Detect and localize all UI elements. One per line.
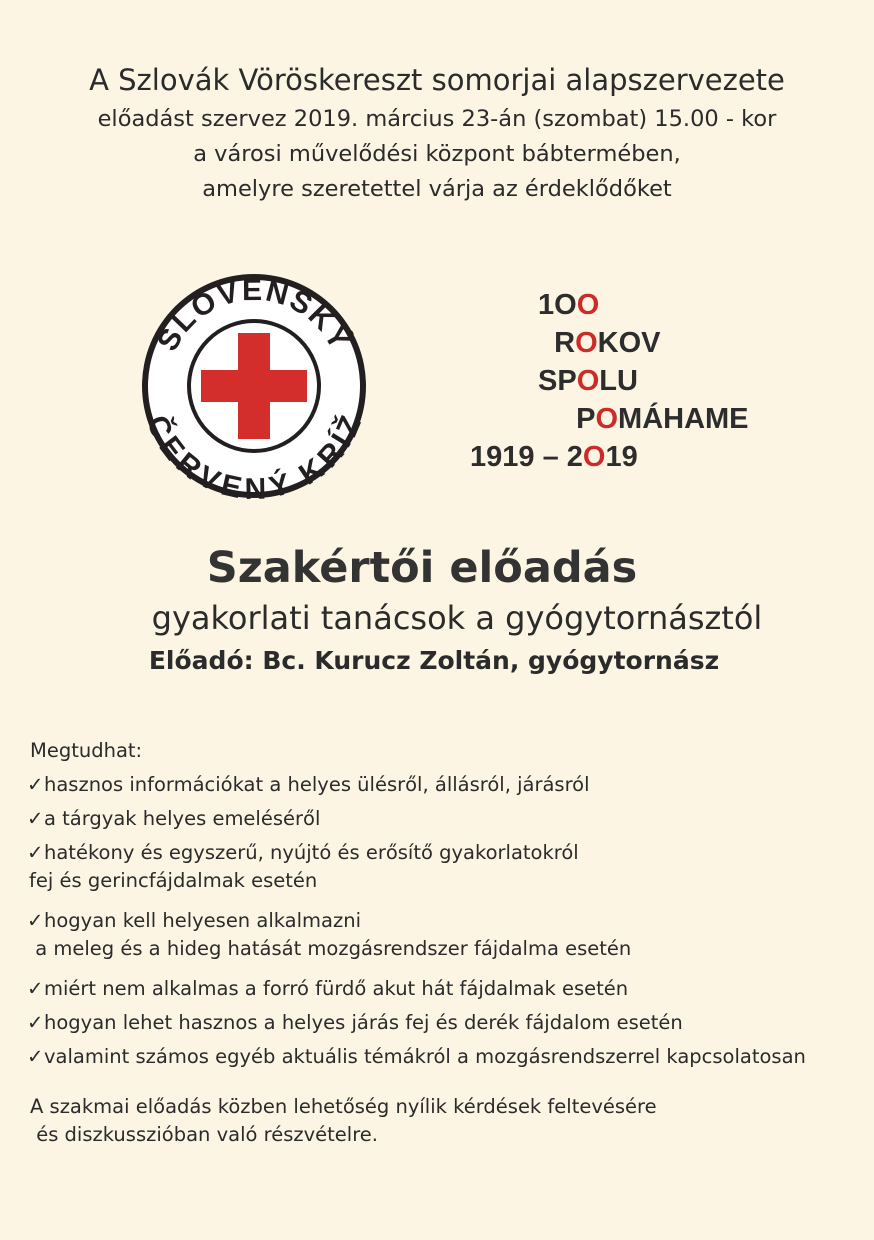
list-item bbox=[27, 975, 867, 1003]
lecture-title-block bbox=[0, 540, 874, 680]
checkmark-icon: ✓ bbox=[27, 773, 44, 796]
checkmark-icon: ✓ bbox=[27, 909, 44, 932]
topics-list bbox=[27, 771, 867, 1071]
slogan-line bbox=[470, 400, 749, 438]
slogan-line bbox=[470, 286, 749, 324]
list-item bbox=[27, 1009, 867, 1037]
slogan-text: 1O bbox=[538, 289, 577, 321]
lecture-title: Szakértői előadás bbox=[206, 543, 638, 593]
lecture-content bbox=[27, 737, 867, 1149]
checkmark-icon: ✓ bbox=[27, 1011, 44, 1034]
event-location-line: a városi művelődési központ bábtermében, bbox=[193, 141, 681, 167]
lecture-subtitle: gyakorlati tanácsok a gyógytornásztól bbox=[151, 599, 763, 637]
slogan-red-o: O bbox=[576, 289, 600, 321]
list-item bbox=[27, 771, 867, 799]
checkmark-icon: ✓ bbox=[27, 807, 44, 830]
slogan-text: 1919 – 2 bbox=[470, 441, 583, 473]
list-item-text: valamint számos egyéb aktuális témákról a mozgásrendszerrel kapcsolatosan bbox=[44, 1045, 806, 1068]
list-item-continuation: fej és gerincfájdalmak esetén bbox=[29, 869, 318, 892]
list-item-text: hogyan lehet hasznos a helyes járás fej és derék fájdalom esetén bbox=[44, 1011, 683, 1034]
slogan-line bbox=[470, 324, 749, 362]
slogan-text: SP bbox=[538, 365, 577, 397]
slogan-red-o: O bbox=[576, 365, 600, 397]
organization-title: A Szlovák Vöröskereszt somorjai alapszervezete bbox=[89, 63, 785, 97]
slogan-text: MÁHAME bbox=[618, 403, 749, 435]
slogan-line bbox=[470, 362, 749, 400]
event-date-line: előadást szervez 2019. március 23-án (szombat) 15.00 - kor bbox=[97, 106, 777, 132]
checkmark-icon: ✓ bbox=[27, 977, 44, 1000]
list-item-text: hogyan kell helyesen alkalmazni bbox=[44, 909, 362, 932]
list-item bbox=[27, 839, 867, 895]
logo-bottom-text: ČERVENÝ KRÍŽ bbox=[139, 410, 369, 502]
slogan-line bbox=[470, 438, 749, 476]
closing-text bbox=[27, 1093, 867, 1149]
anniversary-slogan bbox=[470, 286, 749, 476]
list-item-text: hatékony és egyszerű, nyújtó és erősítő gyakorlatokról bbox=[44, 841, 579, 864]
slogan-text: LU bbox=[599, 365, 638, 397]
logo-top-text: SLOVENSKÝ bbox=[151, 273, 357, 357]
list-item-continuation: a meleg és a hideg hatását mozgásrendszer fájdalma esetén bbox=[29, 937, 632, 960]
list-item-text: a tárgyak helyes emeléséről bbox=[44, 807, 321, 830]
closing-line: A szakmai előadás közben lehetőség nyílik kérdések feltevésére bbox=[30, 1095, 657, 1118]
list-item-text: miért nem alkalmas a forró fürdő akut hát fájdalmak esetén bbox=[44, 977, 629, 1000]
topics-intro: Megtudhat: bbox=[30, 739, 143, 762]
slogan-text: KOV bbox=[597, 327, 661, 359]
slogan-red-o: O bbox=[582, 441, 606, 473]
closing-line: és diszkusszióban való részvételre. bbox=[30, 1123, 378, 1146]
red-cross-logo bbox=[138, 270, 370, 502]
checkmark-icon: ✓ bbox=[27, 1045, 44, 1068]
slogan-red-o: O bbox=[575, 327, 598, 359]
list-item bbox=[27, 907, 867, 963]
invitation-line: amelyre szeretettel várja az érdeklődőket bbox=[202, 176, 672, 202]
slogan-text: R bbox=[538, 327, 576, 359]
list-item bbox=[27, 805, 867, 833]
list-item-text: hasznos információkat a helyes ülésről, állásról, járásról bbox=[44, 773, 590, 796]
slogan-red-o: O bbox=[595, 403, 619, 435]
slogan-text: P bbox=[560, 403, 596, 435]
list-item bbox=[27, 1043, 867, 1071]
slogan-text: 19 bbox=[605, 441, 638, 473]
header bbox=[0, 58, 874, 207]
lecture-speaker: Előadó: Bc. Kurucz Zoltán, gyógytornász bbox=[148, 646, 720, 675]
checkmark-icon: ✓ bbox=[27, 841, 44, 864]
